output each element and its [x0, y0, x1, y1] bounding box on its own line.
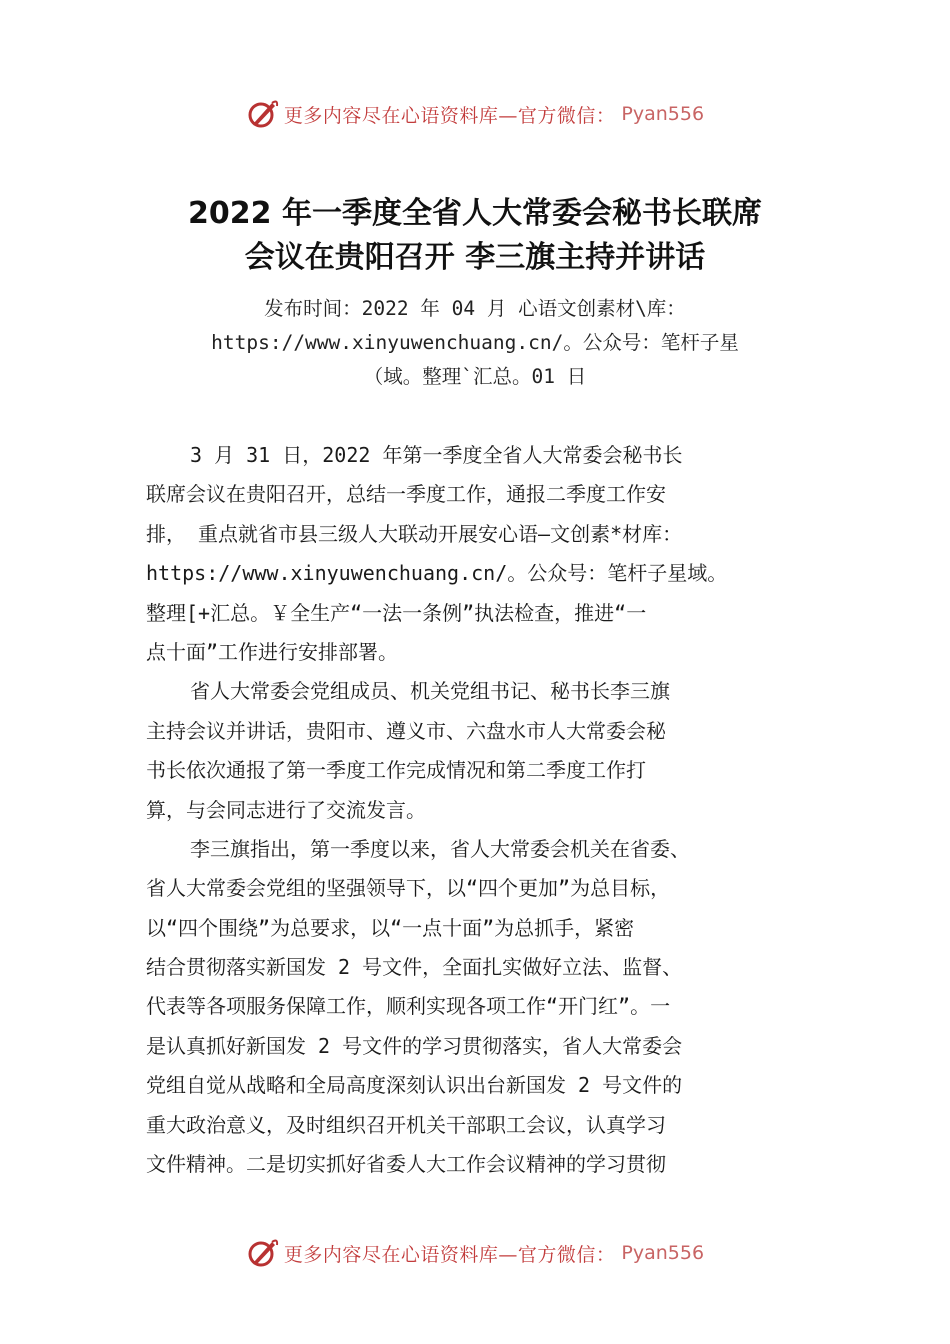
body-line: 以“四个围绕”为总要求，以“一点十面”为总抓手，紧密 [146, 915, 635, 940]
meta-line-1: 发布时间：2022 年 04 月 心语文创素材\库： [264, 297, 686, 320]
body-line: 主持会议并讲话，贵阳市、遵义市、六盘水市人大常委会秘 [146, 718, 666, 743]
body-line: 结合贯彻落实新国发 2 号文件，全面扎实做好立法、监督、 [146, 955, 683, 980]
footer-banner-wechat: Pyan556 [621, 1242, 705, 1264]
body-line: 文件精神。二是切实抓好省委人大工作会议精神的学习贯彻 [146, 1152, 666, 1177]
article-meta [140, 292, 810, 394]
body-line: 点十面”工作进行安排部署。 [146, 639, 399, 664]
footer-banner-text: 更多内容尽在心语资料库—官方微信： [283, 1243, 616, 1266]
body-line: 3 月 31 日，2022 年第一季度全省人大常委会秘书长 [190, 443, 683, 467]
meta-line-3: （域。整理`汇总。01 日 [363, 365, 587, 388]
title-line-2: 会议在贵阳召开 李三旗主持并讲话 [244, 240, 706, 275]
body-line: 算，与会同志进行了交流发言。 [146, 797, 426, 822]
quill-pen-logo-icon [246, 97, 280, 131]
quill-pen-logo-icon [246, 1236, 280, 1270]
body-line: 是认真抓好新国发 2 号文件的学习贯彻落实，省人大常委会 [146, 1033, 683, 1058]
body-line: 省人大常委会党组的坚强领导下，以“四个更加”为总目标， [146, 876, 671, 901]
header-banner-text: 更多内容尽在心语资料库—官方微信： [283, 104, 616, 127]
body-line: 联席会议在贵阳召开，总结一季度工作，通报二季度工作安 [146, 482, 666, 507]
meta-line-2: https://www.xinyuwenchuang.cn/。公众号：笔杆子星 [211, 331, 739, 354]
header-banner [0, 94, 950, 134]
body-line: 党组自觉从战略和全局高度深刻认识出台新国发 2 号文件的 [146, 1073, 683, 1098]
body-line: 重大政治意义，及时组织召开机关干部职工会议，认真学习 [146, 1112, 666, 1137]
title-line-1: 2022 年一季度全省人大常委会秘书长联席 [188, 196, 762, 231]
body-line: 整理[+汇总。￥全生产“一法一条例”执法检查，推进“一 [146, 600, 647, 625]
body-line: 李三旗指出，第一季度以来，省人大常委会机关在省委、 [190, 836, 690, 861]
body-line: 书长依次通报了第一季度工作完成情况和第二季度工作打 [146, 758, 646, 783]
body-line: 代表等各项服务保障工作，顺利实现各项工作“开门红”。一 [146, 994, 671, 1019]
header-banner-wechat: Pyan556 [621, 103, 705, 125]
article-title [100, 192, 850, 280]
footer-banner [0, 1233, 950, 1273]
body-line: 排， 重点就省市县三级人大联动开展安心语—文创素*材库： [146, 521, 683, 546]
article-body [146, 436, 816, 1184]
body-line: 省人大常委会党组成员、机关党组书记、秘书长李三旗 [190, 679, 670, 704]
body-line: https://www.xinyuwenchuang.cn/。公众号：笔杆子星域。 [146, 561, 728, 586]
